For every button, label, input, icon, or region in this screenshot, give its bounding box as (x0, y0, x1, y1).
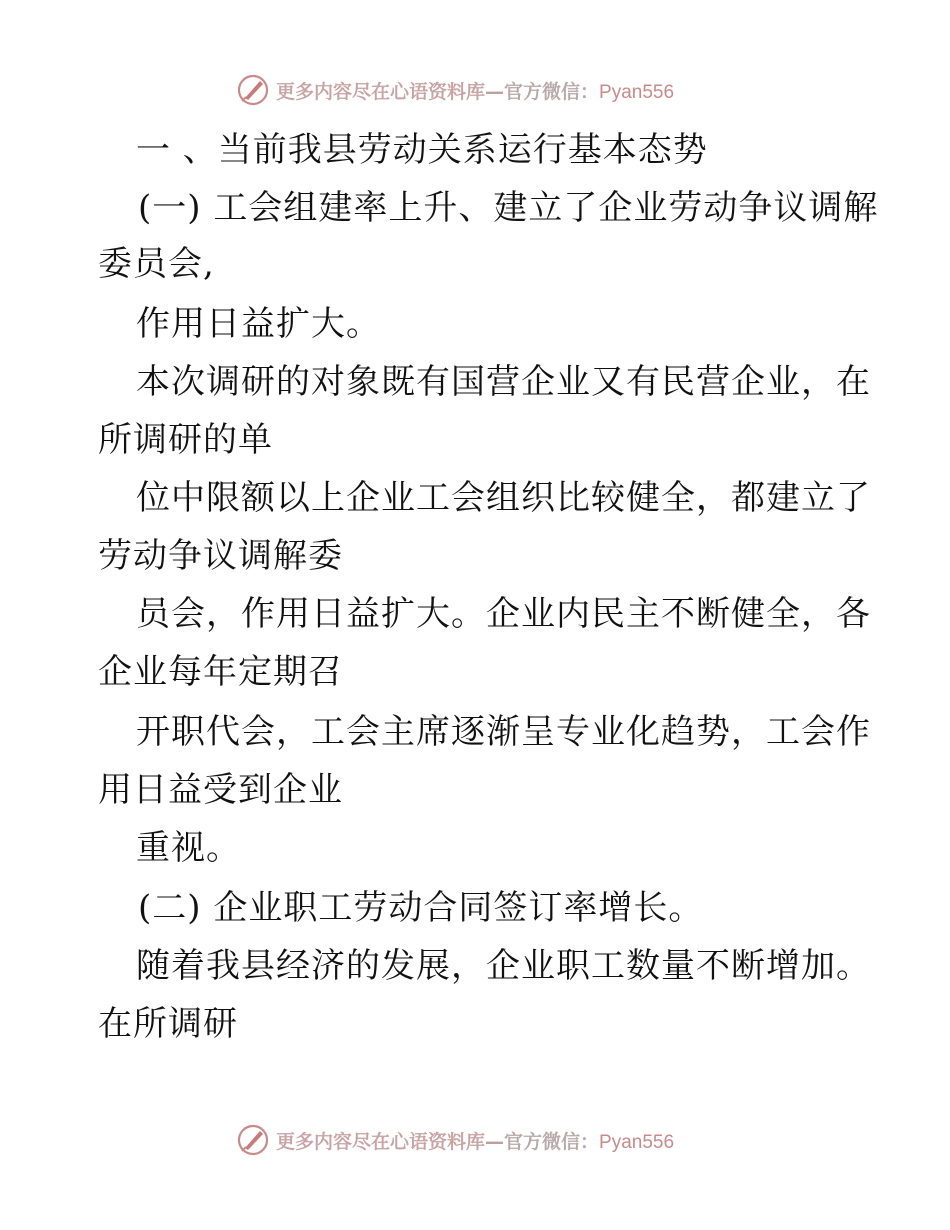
footer-watermark (236, 1122, 674, 1158)
watermark-site-text: 更多内容尽在心语资料库 (276, 1130, 486, 1153)
watermark-dash: — (485, 80, 505, 103)
watermark-wechat-id: Pyan556 (599, 81, 675, 103)
watermark-wechat-label: 官方微信： (504, 1130, 600, 1153)
paragraph-line: 位中限额以上企业工会组织比较健全，都建立了 (136, 478, 871, 518)
paragraph-line: 在所调研 (98, 1004, 238, 1044)
watermark-text (276, 77, 674, 104)
paragraph-line: 所调研的单 (98, 420, 273, 460)
watermark-dash: — (485, 1130, 505, 1153)
subsection-heading: (一) 工会组建率上升、建立了企业劳动争议调解 (138, 188, 879, 228)
section-heading: 一 、当前我县劳动关系运行基本态势 (136, 130, 708, 170)
paragraph-line: 企业每年定期召 (98, 652, 343, 692)
watermark-wechat-label: 官方微信： (504, 80, 600, 103)
watermark-text (276, 1127, 674, 1154)
paragraph-line: 委员会, (98, 244, 215, 284)
paragraph-line: 重视。 (136, 828, 241, 868)
subsection-heading: (二) 企业职工劳动合同签订率增长。 (138, 888, 704, 928)
paragraph-line: 随着我县经济的发展，企业职工数量不断增加。 (136, 946, 871, 986)
paragraph-line: 用日益受到企业 (98, 770, 343, 810)
paragraph-line: 开职代会，工会主席逐渐呈专业化趋势，工会作 (136, 712, 871, 752)
watermark-site-text: 更多内容尽在心语资料库 (276, 80, 486, 103)
paragraph-line: 劳动争议调解委 (98, 536, 343, 576)
watermark-wechat-id: Pyan556 (599, 1131, 675, 1153)
paragraph-line: 本次调研的对象既有国营企业又有民营企业，在 (136, 362, 871, 402)
paragraph-line: 员会，作用日益扩大。企业内民主不断健全，各 (136, 594, 871, 634)
quill-pen-logo-icon (236, 73, 270, 107)
paragraph-line: 作用日益扩大。 (136, 304, 381, 344)
quill-pen-logo-icon (236, 1123, 270, 1157)
header-watermark (236, 72, 674, 108)
